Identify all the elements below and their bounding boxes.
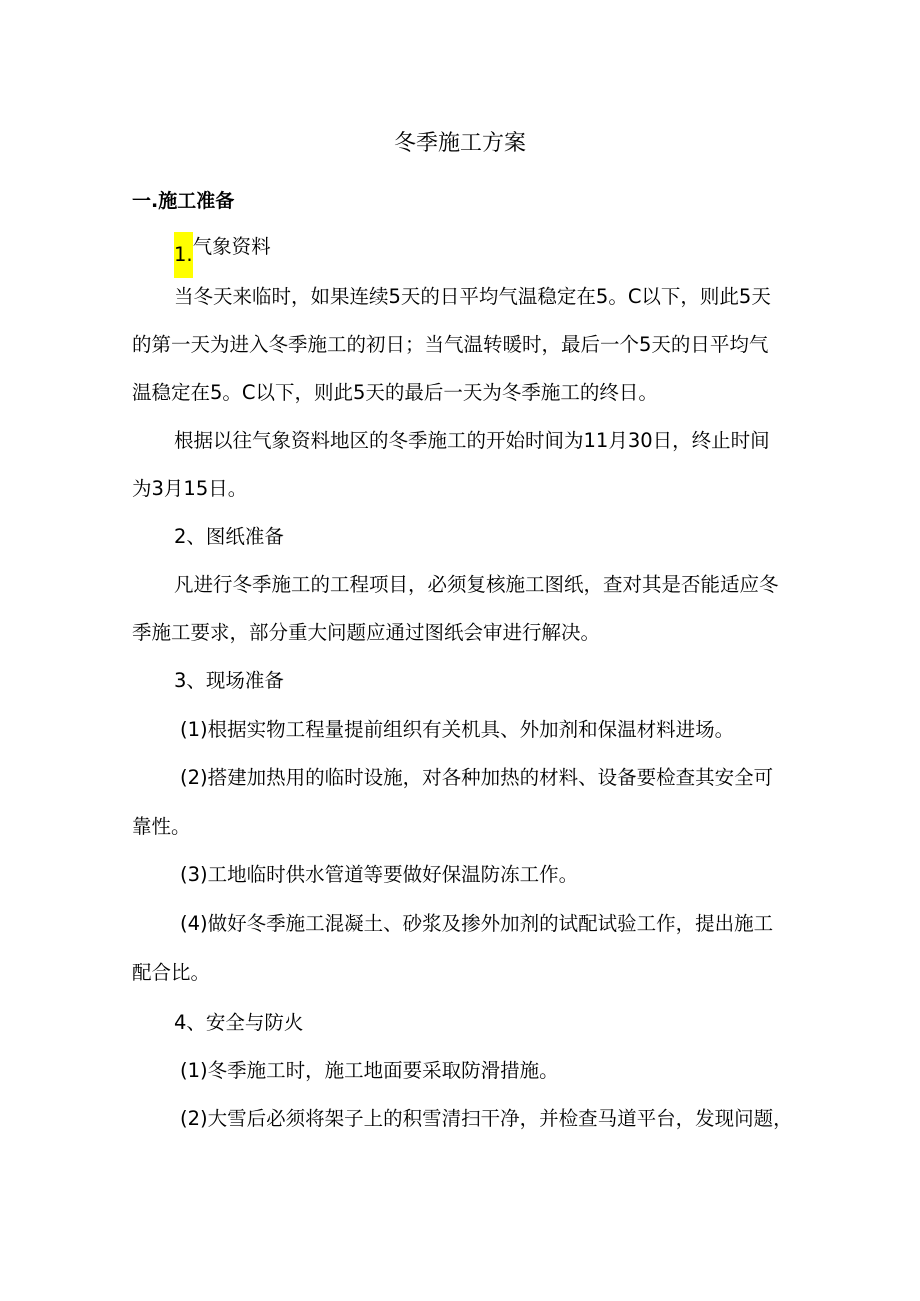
list-item: (3)工地临时供水管道等要做好保温防冻工作。	[180, 863, 579, 886]
list-item: (1)根据实物工程量提前组织有关机具、外加剂和保温材料进场。	[180, 718, 735, 741]
subsection-heading-site: 3、现场准备	[174, 669, 284, 692]
document-title: 冬季施工方案	[393, 131, 526, 156]
list-item: (2)大雪后必须将架子上的积雪清扫干净，并检查马道平台，发现问题，	[180, 1107, 793, 1130]
subsection-title-weather: 气象资料	[192, 235, 271, 258]
paragraph-line: 季施工要求，部分重大问题应通过图纸会审进行解决。	[132, 621, 601, 644]
subsection-heading-safety: 4、安全与防火	[174, 1011, 304, 1034]
paragraph-line: 根据以往气象资料地区的冬季施工的开始时间为11月30日，终止时间	[174, 429, 770, 452]
paragraph-line: 当冬天来临时，如果连续5天的日平均气温稳定在5。C以下，则此5天	[174, 285, 771, 308]
list-item: (2)搭建加热用的临时设施，对各种加热的材料、设备要检查其安全可	[180, 766, 774, 789]
paragraph-line: 温稳定在5。C以下，则此5天的最后一天为冬季施工的终日。	[132, 381, 658, 404]
paragraph-line: 为3月15日。	[132, 477, 248, 500]
paragraph-line: 的第一天为进入冬季施工的初日；当气温转暖时，最后一个5天的日平均气	[132, 333, 769, 356]
subsection-heading-drawings: 2、图纸准备	[174, 525, 284, 548]
subsection-heading-weather	[174, 232, 838, 278]
list-item-continuation: 配合比。	[132, 961, 211, 984]
paragraph-line: 凡进行冬季施工的工程项目，必须复核施工图纸，查对其是否能适应冬	[174, 573, 779, 596]
section-heading: 一.施工准备	[132, 190, 235, 212]
list-item: (1)冬季施工时，施工地面要采取防滑措施。	[180, 1059, 559, 1082]
list-item-continuation: 靠性。	[132, 815, 191, 838]
highlighted-number: 1.	[174, 232, 193, 278]
list-item: (4)做好冬季施工混凝土、砂浆及掺外加剂的试配试验工作，提出施工	[180, 912, 774, 935]
